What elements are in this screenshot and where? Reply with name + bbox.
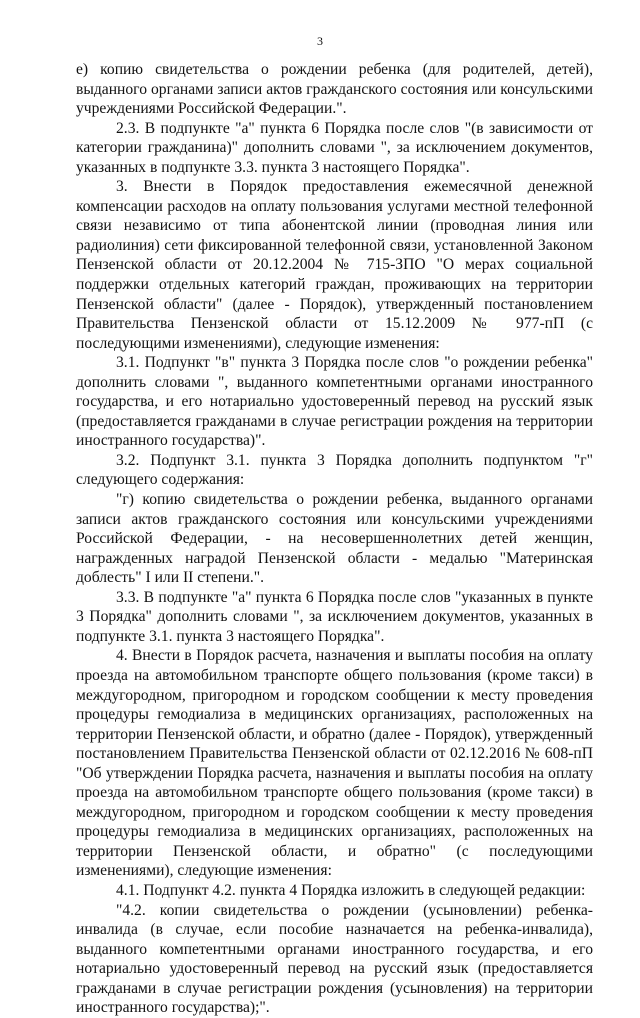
paragraph-4-1: 4.1. Подпункт 4.2. пункта 4 Порядка изложить в следующей редакции: <box>116 881 586 899</box>
paragraph-4: 4. Внести в Порядок расчета, назначения и выплаты пособия на оплату проезда на автомобильном транспорте общего пользования (кроме такси) в междугородном, пригородном и городском сообщении к месту проведения процедуры гемодиализа в медицинских организациях, расположенных на территории Пензенской области, и обратно (далее - Порядок), утвержденный постановлением Правительства Пензенской области от 02.12.2016 № 608-пП "Об утверждении Порядка расчета, назначения и выплаты пособия на оплату проезда на автомобильном транспорте общего пользования (кроме такси) в междугородном, пригородном и городском сообщении к месту проведения процедуры гемодиализа в медицинских организациях, расположенных на территории Пензенской области, и обратно" (с последующими изменениями), следующие изменения: <box>76 647 593 880</box>
document-body <box>76 60 593 1018</box>
paragraph-3-1: 3.1. Подпункт "в" пункта 3 Порядка после слов "о рождении ребенка" дополнить словами ", выданного компетентными органами иностранного государства, и его нотариально удостоверенный перевод на русский язык (предоставляется гражданами в случае регистрации рождения на территории иностранного государства)". <box>76 354 593 450</box>
paragraph-3-2: 3.2. Подпункт 3.1. пункта 3 Порядка дополнить подпунктом "г" следующего содержания: <box>76 451 593 489</box>
paragraph-3-2-g: "г) копию свидетельства о рождении ребенка, выданного органами записи актов гражданского состояния или консульскими учреждениями Российской Федерации, - на несовершеннолетних детей женщин, награжденных наградой Пензенской области - медалью "Материнская доблесть" I или II степени.". <box>76 491 593 587</box>
paragraph-1e-continuation: е) копию свидетельства о рождении ребенка (для родителей, детей), выданного органами записи актов гражданского состояния или консульскими учреждениями Российской Федерации.". <box>76 61 593 118</box>
paragraph-3: 3. Внести в Порядок предоставления ежемесячной денежной компенсации расходов на оплату пользования услугами местной телефонной связи независимо от типа абонентской линии (проводная линия или радиолиния) сети фиксированной телефонной связи, установленной Законом Пензенской области от 20.12.2004 № 715-ЗПО "О мерах социальной поддержки отдельных категорий граждан, проживающих на территории Пензенской области" (далее - Порядок), утвержденный постановлением Правительства Пензенской области от 15.12.2009 № 977-пП (с последующими изменениями), следующие изменения: <box>76 178 593 352</box>
paragraph-4-2: "4.2. копии свидетельства о рождении (усыновлении) ребенка-инвалида (в случае, если пособие назначается на ребенка-инвалида), выданного компетентными органами иностранного государства, и его нотариально удостоверенный перевод на русский язык (предоставляется гражданами в случае регистрации рождения (усыновления) на территории иностранного государства);". <box>76 901 593 1017</box>
paragraph-2-3: 2.3. В подпункте "а" пункта 6 Порядка после слов "(в зависимости от категории гражданина)" дополнить словами ", за исключением документов, указанных в подпункте 3.3. пункта 3 настоящего Порядка". <box>76 119 593 176</box>
page-number: 3 <box>317 34 323 48</box>
paragraph-3-3: 3.3. В подпункте "а" пункта 6 Порядка после слов "указанных в пункте 3 Порядка" дополнить словами ", за исключением документов, указанных в подпункте 3.1. пункта 3 настоящего Порядка". <box>76 588 593 645</box>
